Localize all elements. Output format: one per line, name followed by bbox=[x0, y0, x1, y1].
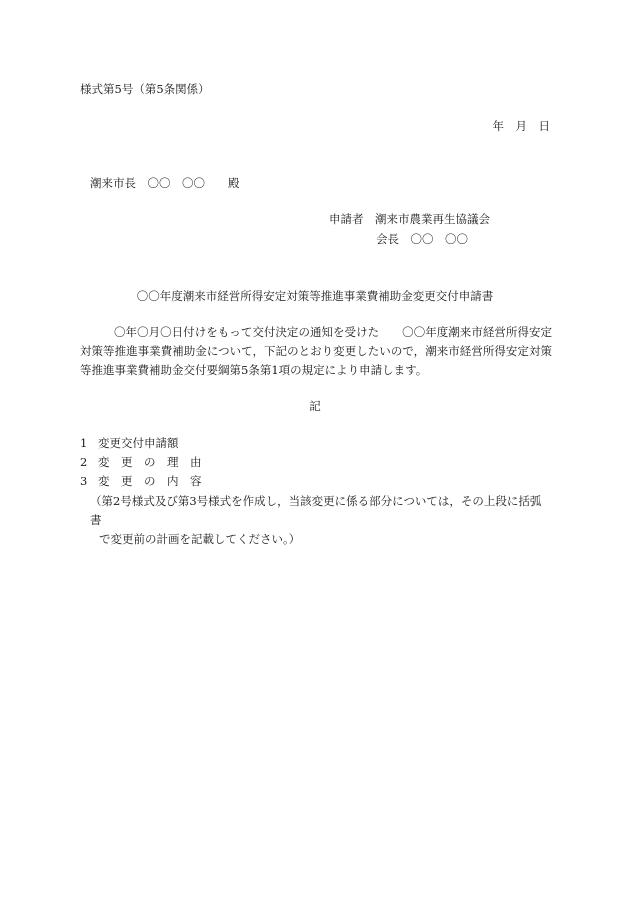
item-number: 3 bbox=[80, 474, 88, 488]
body-text: 〇年〇月〇日付けをもって交付決定の通知を受けた 〇〇年度潮来市経営所得安定対策等推進事業費補助金について，下記のとおり変更したいので，潮来市経営所得安定対策等推進事業費補助金交付要綱第5条第1項の規定により申請します。 bbox=[80, 325, 552, 377]
list-item bbox=[80, 455, 202, 470]
list-item bbox=[80, 474, 202, 489]
item-label: 変 更 の 理 由 bbox=[98, 455, 202, 469]
item-number: 2 bbox=[80, 455, 88, 469]
body-paragraph bbox=[80, 323, 552, 380]
form-number: 様式第5号（第5条関係） bbox=[80, 82, 210, 96]
document-title: 〇〇年度潮来市経営所得安定対策等推進事業費補助金変更交付申請書 bbox=[136, 289, 494, 303]
applicant-representative: 会長 〇〇 〇〇 bbox=[376, 232, 468, 246]
addressee: 潮来市長 〇〇 〇〇 殿 bbox=[90, 176, 240, 190]
note-line-1: （第2号様式及び第3号様式を作成し，当該変更に係る部分については，その上段に括弧書 bbox=[90, 494, 542, 527]
applicant-organization: 申請者 潮来市農業再生協議会 bbox=[329, 212, 490, 226]
note-line-2: で変更前の計画を記載してください。） bbox=[99, 532, 301, 546]
date-line: 年 月 日 bbox=[492, 119, 550, 133]
item-label: 変 更 の 内 容 bbox=[98, 474, 202, 488]
list-item bbox=[80, 436, 179, 451]
item-number: 1 bbox=[80, 436, 88, 450]
ki-heading: 記 bbox=[309, 399, 321, 413]
item-label: 変更交付申請額 bbox=[98, 436, 179, 450]
instruction-note bbox=[90, 492, 552, 549]
